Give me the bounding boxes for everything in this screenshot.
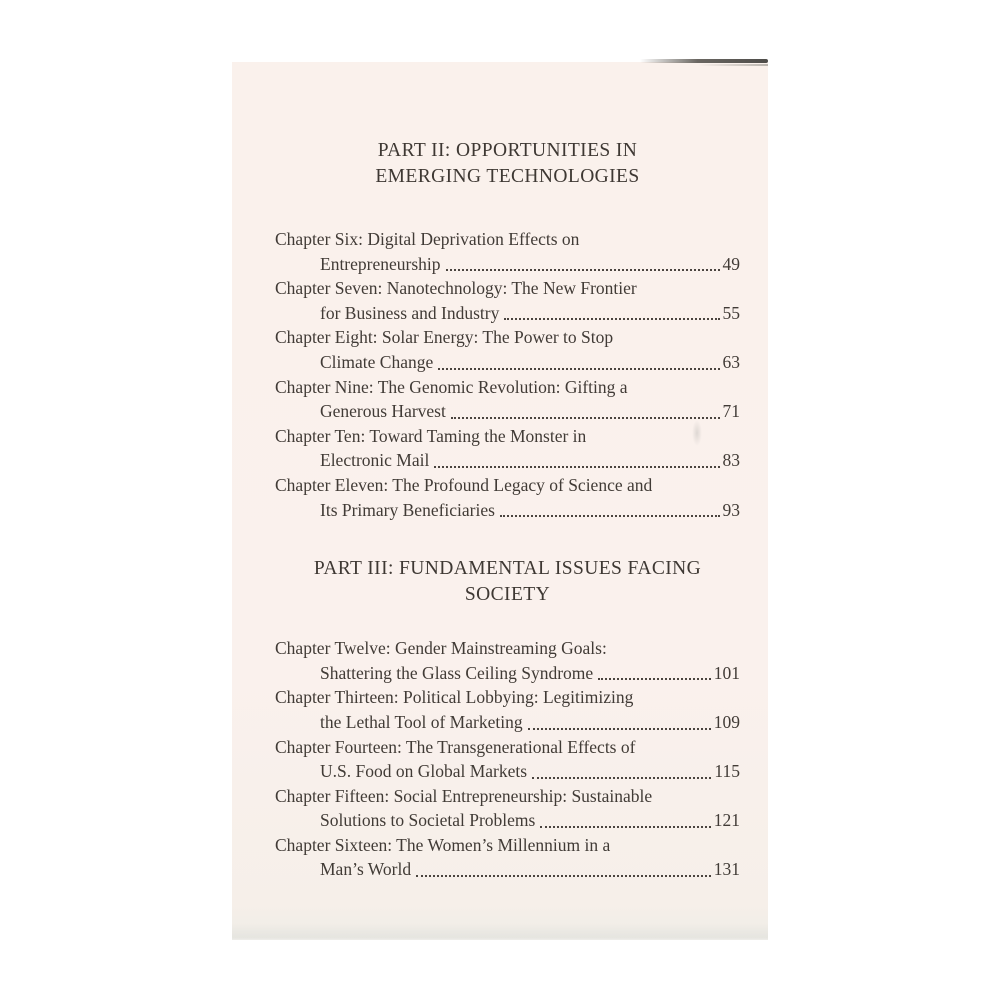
part-3-heading-line-1: PART III: FUNDAMENTAL ISSUES FACING SOCIETY	[313, 558, 702, 606]
toc-entry-subtitle: U.S. Food on Global Markets	[320, 761, 528, 782]
toc-entry-continuation	[275, 857, 740, 882]
toc-entry-continuation	[275, 350, 740, 375]
part-2-heading-line-1: PART II: OPPORTUNITIES IN	[377, 140, 638, 161]
part-2-heading-line-2: EMERGING TECHNOLOGIES	[375, 166, 640, 187]
toc-entry-subtitle: the Lethal Tool of Marketing	[320, 711, 523, 732]
toc-entry-page-number: 121	[713, 810, 740, 831]
toc-entry-title: Chapter Twelve: Gender Mainstreaming Goals:	[275, 638, 607, 659]
dot-leader	[416, 875, 711, 877]
toc-entry-continuation	[275, 498, 740, 523]
toc-entry-title: Chapter Fourteen: The Transgenerational Effects of	[275, 736, 636, 757]
toc-entry	[275, 685, 740, 734]
toc-entry	[275, 636, 740, 685]
dot-leader	[446, 269, 720, 271]
toc-entry-subtitle: Climate Change	[320, 351, 434, 372]
toc-entry-page-number: 71	[722, 401, 740, 422]
toc-entry-title: Chapter Fifteen: Social Entrepreneurship: Sustainable	[275, 785, 653, 806]
part-3-heading	[275, 556, 740, 608]
part-2-heading	[275, 138, 740, 190]
dot-leader	[434, 466, 719, 468]
toc-entry-continuation	[275, 808, 740, 833]
book-page	[232, 62, 768, 940]
toc-entry	[275, 833, 740, 882]
toc-entry-title: Chapter Ten: Toward Taming the Monster in	[275, 425, 587, 446]
dot-leader	[598, 678, 711, 680]
toc-entry-title: Chapter Seven: Nanotechnology: The New Frontier	[275, 278, 637, 299]
dot-leader	[532, 777, 711, 779]
dot-leader	[451, 417, 720, 419]
toc-entry-continuation	[275, 448, 740, 473]
toc-entry-subtitle: Solutions to Societal Problems	[320, 810, 536, 831]
toc-entry-title: Chapter Eight: Solar Energy: The Power to Stop	[275, 327, 614, 348]
toc-entry-page-number: 131	[713, 859, 740, 880]
toc-entry-title: Chapter Six: Digital Deprivation Effects on	[275, 229, 580, 249]
toc-entry-subtitle: Man’s World	[320, 859, 412, 880]
toc-entry-continuation	[275, 661, 740, 686]
toc-entry-subtitle: Shattering the Glass Ceiling Syndrome	[320, 662, 594, 683]
toc-entry	[275, 325, 740, 374]
dot-leader	[504, 318, 719, 320]
toc-entry-title: Chapter Thirteen: Political Lobbying: Legitimizing	[275, 687, 634, 708]
toc-entry	[275, 276, 740, 325]
toc-entry-title: Chapter Sixteen: The Women’s Millennium in a	[275, 834, 611, 855]
toc-entry-title: Chapter Nine: The Genomic Revolution: Gifting a	[275, 376, 628, 397]
toc-entry	[275, 424, 740, 473]
toc-entry	[275, 375, 740, 424]
part-2-chapter-list	[275, 227, 740, 522]
toc-entry-page-number: 49	[722, 253, 740, 274]
toc-entry-subtitle: Generous Harvest	[320, 401, 446, 422]
scan-artifact-bottom-shadow	[232, 924, 768, 940]
toc-entry	[275, 735, 740, 784]
part-3-chapter-list	[275, 636, 740, 882]
toc-entry	[275, 473, 740, 522]
toc-entry-continuation	[275, 399, 740, 424]
toc-entry-continuation	[275, 252, 740, 277]
toc-entry	[275, 784, 740, 833]
table-of-contents	[232, 62, 768, 882]
toc-entry-subtitle: Entrepreneurship	[320, 253, 441, 274]
toc-entry-continuation	[275, 759, 740, 784]
toc-entry-page-number: 109	[713, 711, 740, 732]
toc-entry-page-number: 55	[722, 302, 740, 323]
toc-entry-page-number: 101	[713, 662, 740, 683]
toc-entry-continuation	[275, 710, 740, 735]
toc-entry-page-number: 115	[714, 761, 740, 782]
dot-leader	[540, 826, 710, 828]
toc-entry-page-number: 83	[722, 450, 740, 471]
toc-entry-subtitle: Its Primary Beneficiaries	[320, 499, 495, 520]
toc-entry-subtitle: Electronic Mail	[320, 450, 430, 471]
toc-entry-page-number: 93	[722, 499, 740, 520]
toc-entry-continuation	[275, 301, 740, 326]
toc-entry-title: Chapter Eleven: The Profound Legacy of Science and	[275, 474, 653, 495]
dot-leader	[528, 728, 711, 730]
dot-leader	[500, 515, 720, 517]
toc-entry-page-number: 63	[722, 351, 740, 372]
toc-entry-subtitle: for Business and Industry	[320, 302, 500, 323]
toc-entry	[275, 227, 740, 276]
dot-leader	[438, 368, 719, 370]
